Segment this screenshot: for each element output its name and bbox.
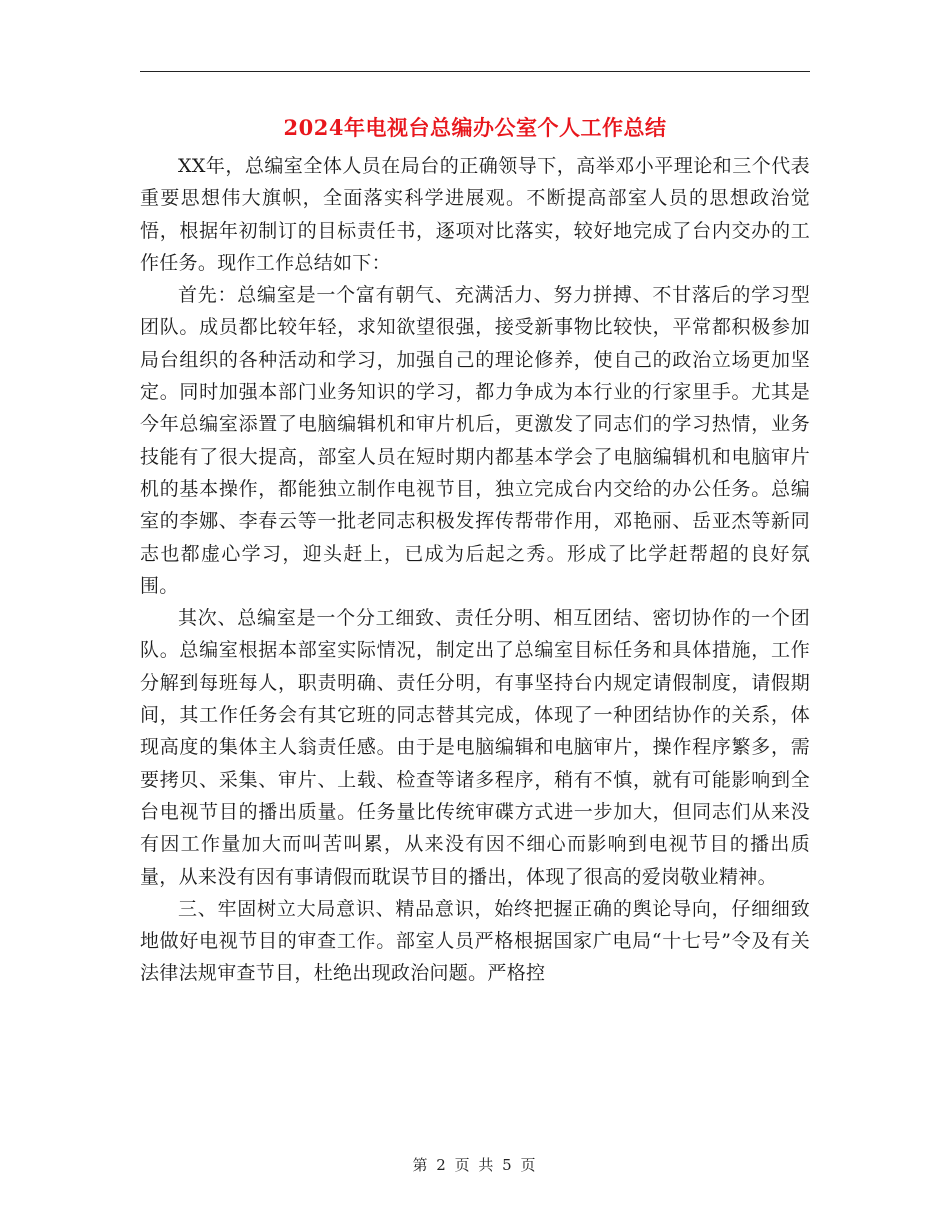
document-title: 2024年电视台总编办公室个人工作总结 <box>283 115 667 140</box>
page-number: 第 2 页 共 5 页 <box>412 1156 538 1174</box>
header-rule <box>140 71 810 72</box>
paragraph-second: 其次、总编室是一个分工细致、责任分明、相互团结、密切协作的一个团队。总编室根据本部室实际情况，制定出了总编室目标任务和具体措施，工作分解到每班每人，职责明确、责任分明，有事坚持台内规定请假制度，请假期间，其工作任务会有其它班的同志替其完成，体现了一种团结协作的关系，体现高度的集体主人翁责任感。由于是电脑编辑和电脑审片，操作程序繁多，需要拷贝、采集、审片、上载、检查等诸多程序，稍有不慎，就有可能影响到全台电视节目的播出质量。任务量比传统审碟方式进一步加大，但同志们从来没有因工作量加大而叫苦叫累，从来没有因不细心而影响到电视节目的播出质量，从来没有因有事请假而耽误节目的播出，体现了很高的爱岗敬业精神。 <box>140 607 810 888</box>
document-body <box>140 150 810 990</box>
paragraph-third: 三、牢固树立大局意识、精品意识，始终把握正确的舆论导向，仔细细致地做好电视节目的审查工作。部室人员严格根据国家广电局“十七号”令及有关法律法规审查节目，杜绝出现政治问题。严格控 <box>140 897 810 985</box>
paragraph-first: 首先：总编室是一个富有朝气、充满活力、努力拼搏、不甘落后的学习型团队。成员都比较年轻，求知欲望很强，接受新事物比较快，平常都积极参加局台组织的各种活动和学习，加强自己的理论修养，使自己的政治立场更加坚定。同时加强本部门业务知识的学习，都力争成为本行业的行家里手。尤其是今年总编室添置了电脑编辑机和审片机后，更激发了同志们的学习热情，业务技能有了很大提高，部室人员在短时期内都基本学会了电脑编辑机和电脑审片机的基本操作，都能独立制作电视节目，独立完成台内交给的办公任务。总编室的李娜、李春云等一批老同志积极发挥传帮带作用，邓艳丽、岳亚杰等新同志也都虚心学习，迎头赶上，已成为后起之秀。形成了比学赶帮超的良好氛围。 <box>140 284 810 597</box>
paragraph-intro: XX年，总编室全体人员在局台的正确领导下，高举邓小平理论和三个代表重要思想伟大旗帜，全面落实科学进展观。不断提高部室人员的思想政治觉悟，根据年初制订的目标责任书，逐项对比落实，较好地完成了台内交办的工作任务。现作工作总结如下： <box>140 155 810 274</box>
